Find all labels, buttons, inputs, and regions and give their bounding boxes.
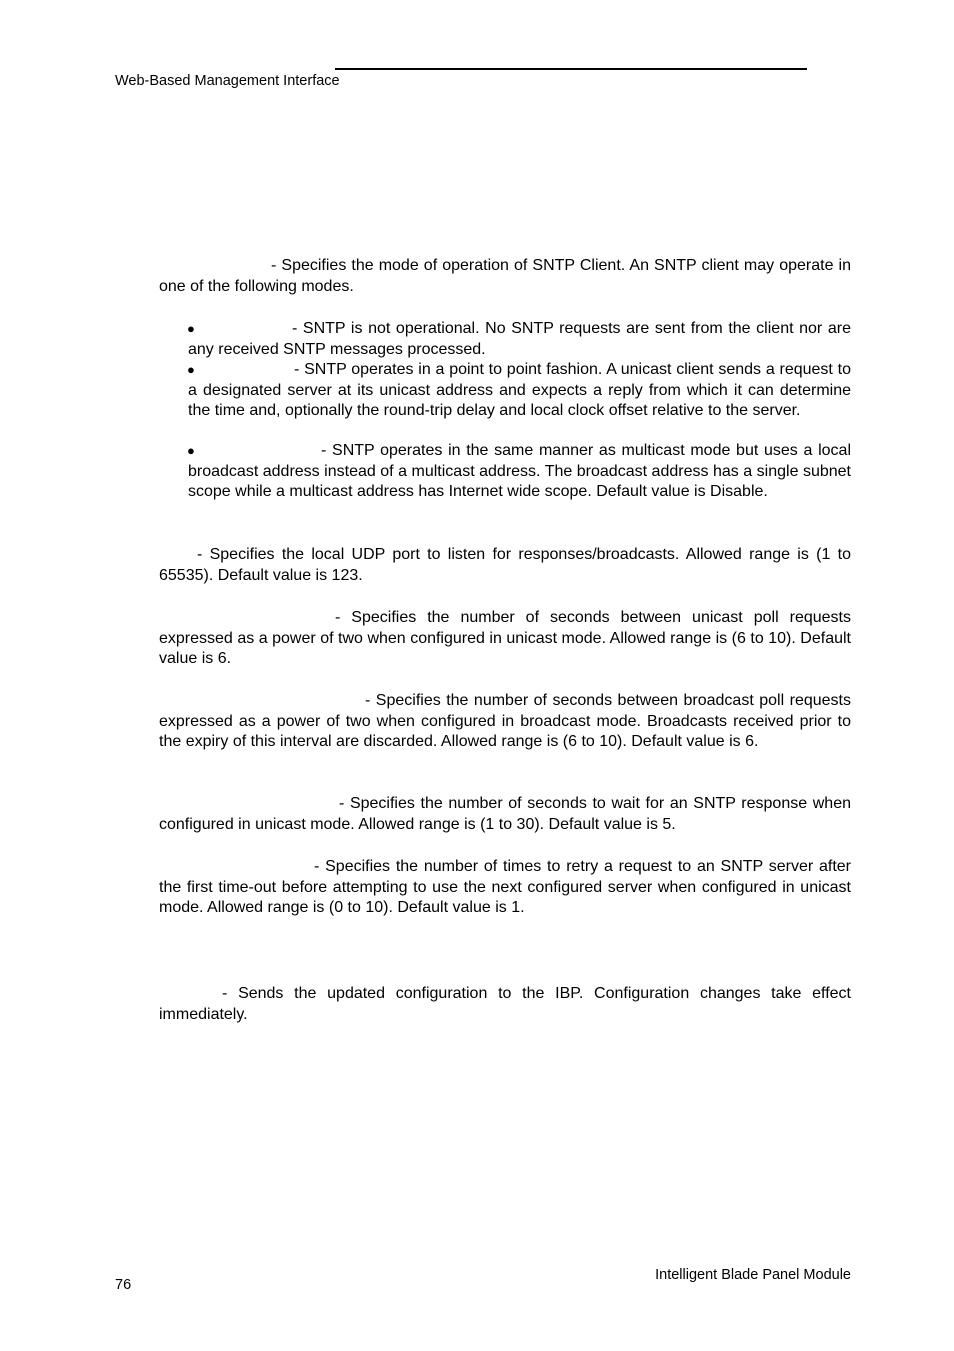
timeout-description <box>159 794 851 835</box>
unicast-poll-description <box>159 608 851 670</box>
page-header-title: Web-Based Management Interface <box>115 73 340 89</box>
broadcast-poll-description <box>159 691 851 753</box>
mode-disabled-item <box>188 319 851 360</box>
mode-unicast-text: - SNTP operates in a point to point fashion. A unicast client sends a request to a designated server at its unicast address and expects a reply from which it can determine the time and, optionally the round-trip delay and local clock offset relative to the server. <box>188 361 851 419</box>
submit-text: - Sends the updated configuration to the IBP. Configuration changes take effect immediately. <box>159 985 851 1023</box>
submit-description <box>159 984 851 1025</box>
page-number: 76 <box>115 1277 132 1293</box>
bullet-icon: ● <box>187 362 195 377</box>
mode-broadcast-item <box>188 441 851 503</box>
client-mode-text: - Specifies the mode of operation of SNTP Client. An SNTP client may operate in one of the following modes. <box>159 257 851 295</box>
footer-title: Intelligent Blade Panel Module <box>655 1267 851 1283</box>
bullet-icon: ● <box>187 321 195 336</box>
retry-text: - Specifies the number of times to retry a request to an SNTP server after the first time-out before attempting to use the next configured server when configured in unicast mode. Allowed range is (0 to 10). Default value is 1. <box>159 858 851 916</box>
unicast-poll-text: - Specifies the number of seconds between unicast poll requests expressed as a power of two when configured in unicast mode. Allowed range is (6 to 10). Default value is 6. <box>159 609 851 667</box>
timeout-text: - Specifies the number of seconds to wait for an SNTP response when configured in unicast mode. Allowed range is (1 to 30). Default value is 5. <box>159 795 851 833</box>
broadcast-poll-text: - Specifies the number of seconds between broadcast poll requests expressed as a power of two when configured in broadcast mode. Broadcasts received prior to the expiry of this interval are discarded. Allowed range is (6 to 10). Default value is 6. <box>159 692 851 750</box>
retry-description <box>159 857 851 919</box>
port-description <box>159 545 851 586</box>
mode-unicast-item <box>188 360 851 422</box>
client-mode-description <box>159 256 851 297</box>
port-text: - Specifies the local UDP port to listen for responses/broadcasts. Allowed range is (1 to 65535). Default value is 123. <box>159 546 851 584</box>
bullet-icon: ● <box>187 443 195 458</box>
header-rule <box>335 68 807 70</box>
mode-broadcast-text: - SNTP operates in the same manner as multicast mode but uses a local broadcast address instead of a multicast address. The broadcast address has a single subnet scope while a multicast address has Internet wide scope. Default value is Disable. <box>188 442 851 500</box>
mode-disabled-text: - SNTP is not operational. No SNTP requests are sent from the client nor are any received SNTP messages processed. <box>188 320 851 358</box>
